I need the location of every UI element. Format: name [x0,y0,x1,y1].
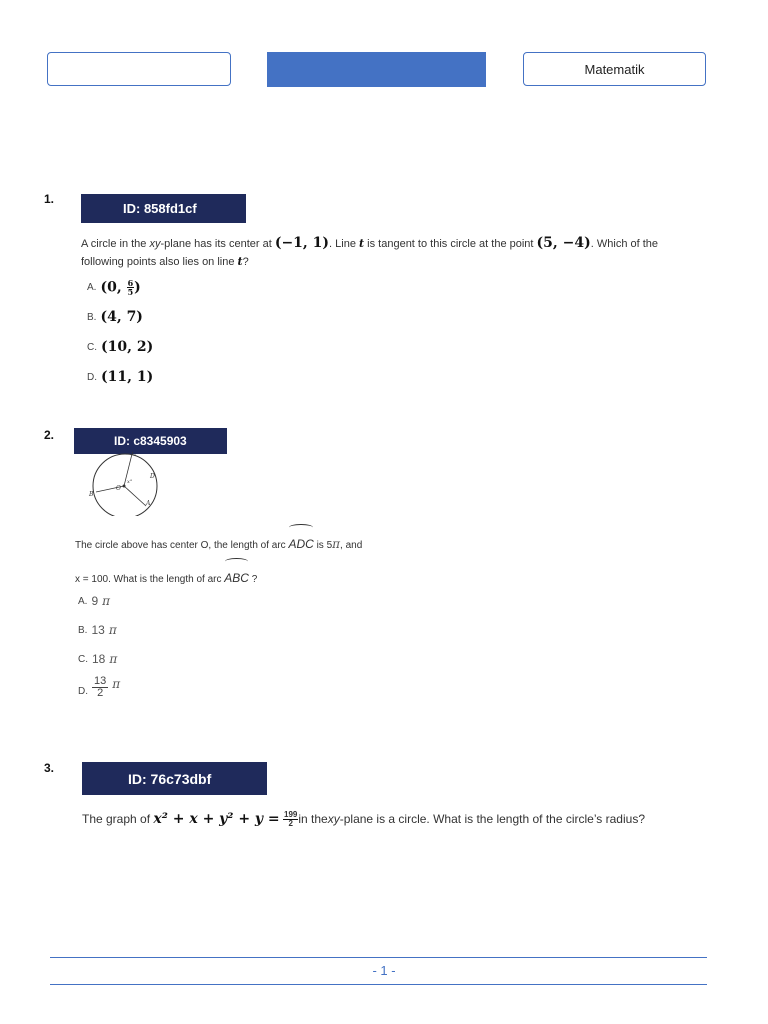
header-left-box [47,52,231,86]
question-3-id-badge [82,762,267,795]
figure-label-b: B [89,491,94,498]
question-2-option-d[interactable]: D. $\frac{13}{2}$ π [78,675,121,699]
question-2-option-c[interactable]: C. 18 π [78,652,118,666]
arc-adc: ADC [288,528,313,560]
header-title-bar [267,52,486,87]
figure-label-o: O [116,485,121,492]
circle-figure [84,452,166,516]
question-2-option-a[interactable]: A. 9 π [78,594,111,608]
question-2-number: 2. [44,428,55,442]
question-1-option-b[interactable]: B. (4, 7) [87,309,143,325]
subject-label [523,52,706,86]
question-2-text: The circle above has center O, the length of arc ADC is 5π, and x = 100. What is the length of arc ABC ? [75,528,495,596]
page-number: - 1 - [372,963,396,978]
question-1-id-badge [81,194,246,223]
question-1-option-c[interactable]: C. (10, 2) [87,339,154,355]
question-3-number: 3. [44,761,55,775]
footer-rule-top [50,957,707,958]
question-1-number: 1. [44,192,55,206]
figure-label-a: A [146,500,151,507]
question-1-option-a[interactable]: A. (0, $\frac{6}{5}$ ) [87,278,141,297]
question-3-text: The graph of x² + x + y² + y = $\frac{199}{2}$ in the xy -plane is a circle. What is the length of the circle’s radius? [82,809,645,828]
question-2-option-b[interactable]: B. 13 π [78,623,117,637]
circle-equation: x² + x + y² + y = [153,811,280,827]
center-point: (−1, 1) [274,235,330,251]
subject-text: Matematik [584,61,645,77]
question-1-option-d[interactable]: D. (11, 1) [87,369,154,385]
question-1-id: ID: 858fd1cf [123,201,197,216]
arc-abc: ABC [224,562,249,594]
question-1-text: A circle in the xy-plane has its center at (−1, 1). Line t is tangent to this circle at the point (5, −4). Which of the following points also lies on line t? [81,235,659,268]
figure-label-d: D [150,473,155,480]
question-2-id-badge [74,428,227,454]
figure-label-c: C [132,452,137,457]
figure-label-x: x° [127,479,133,485]
footer-rule-bottom [50,984,707,985]
question-3-id: ID: 76c73dbf [128,770,212,787]
tangent-point: (5, −4) [536,235,591,251]
question-2-id: ID: c8345903 [114,434,187,448]
